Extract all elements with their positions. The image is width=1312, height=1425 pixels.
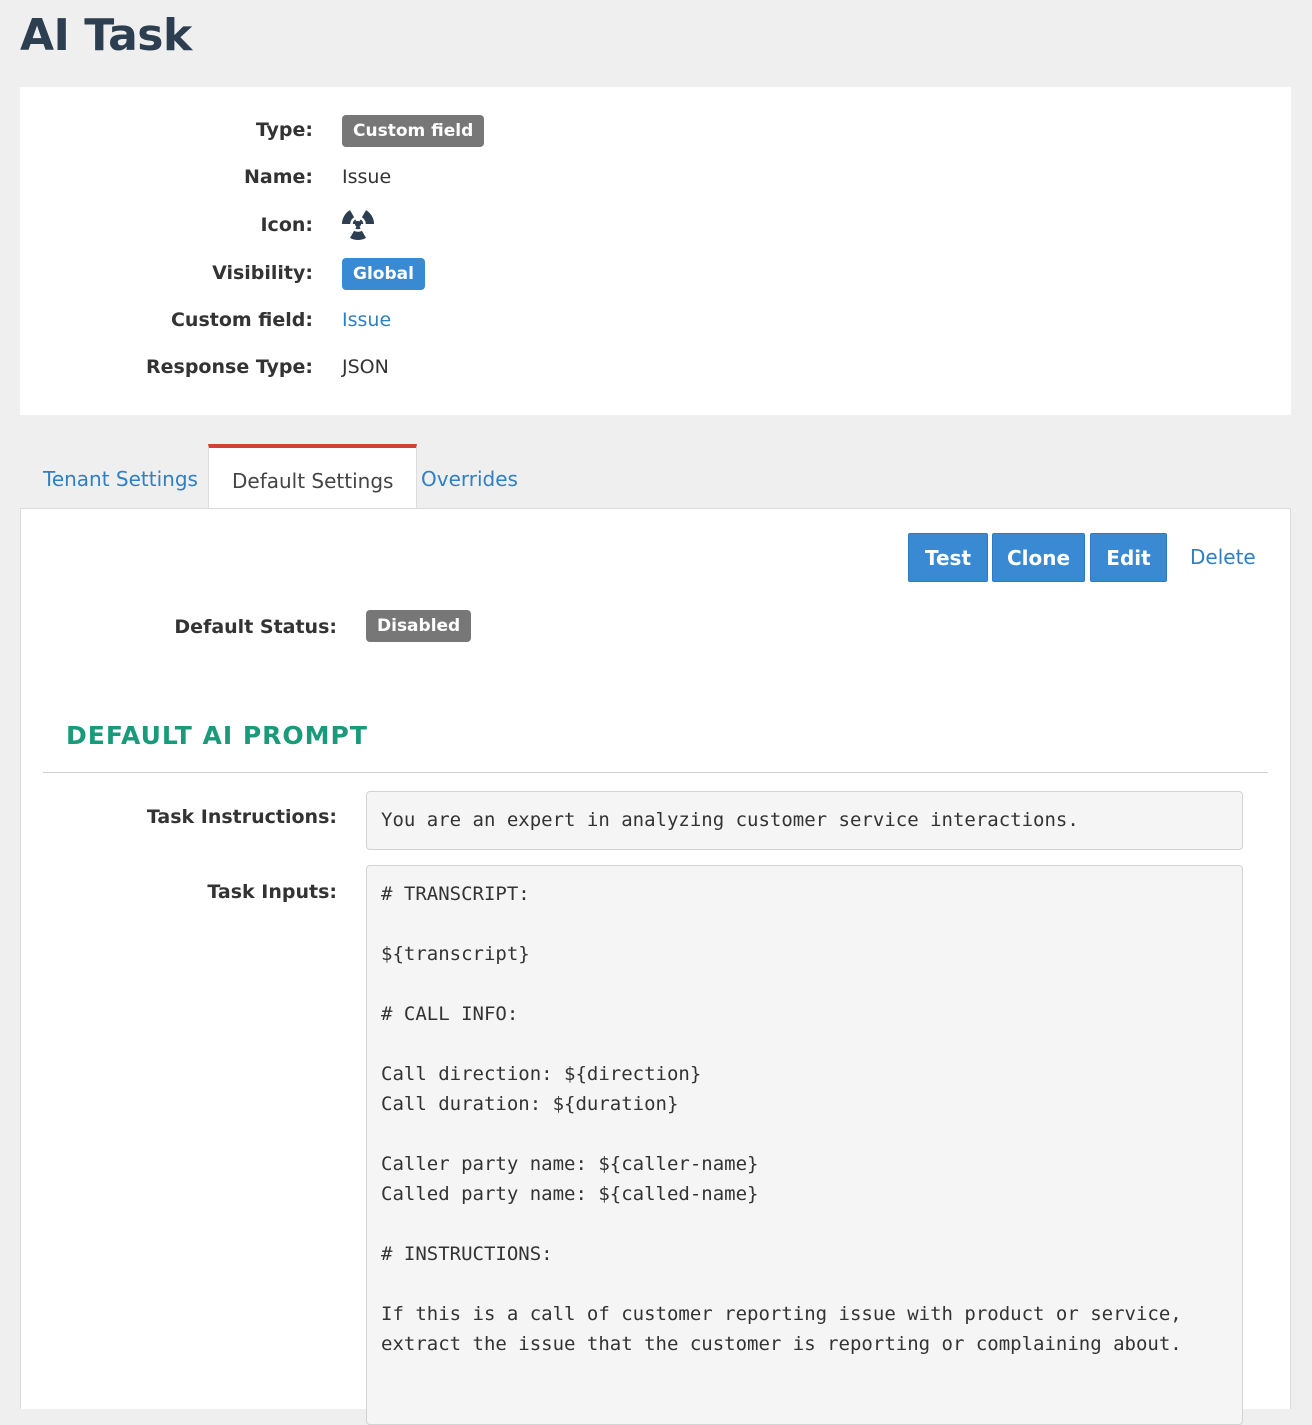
clone-button[interactable]: Clone [992,533,1085,582]
task-inputs-text: # TRANSCRIPT: ${transcript} # CALL INFO: Call direction: ${direction} Call duration: ${duration} Caller party name: ${caller-name} Called party name: ${called-name} # INSTRUCTIONS: If this is a call of customer reporting issue with product or service, extract the issue that the customer is reporting or complaining about. [381,883,1182,1355]
name-label: Name: [243,166,313,188]
type-badge: Custom field [342,115,484,147]
info-row-custom-field [20,300,1291,340]
task-instructions-label: Task Instructions: [146,806,337,828]
info-row-type [20,110,1291,150]
visibility-badge: Global [342,258,425,290]
info-row-name [20,157,1291,197]
info-row-visibility [20,253,1291,293]
task-inputs-label: Task Inputs: [207,881,337,903]
tab-overrides[interactable]: Overrides [421,467,518,491]
section-divider [43,772,1268,773]
custom-field-link[interactable]: Issue [342,309,392,331]
response-type-label: Response Type: [146,356,313,378]
task-info-panel [20,87,1291,415]
delete-link[interactable]: Delete [1190,545,1256,569]
info-row-icon [20,205,1291,245]
icon-label: Icon: [260,214,313,236]
settings-tabs [20,444,1291,509]
task-instructions-text: You are an expert in analyzing customer service interactions. [381,809,1079,831]
visibility-label: Visibility: [212,262,313,284]
section-title: DEFAULT AI PROMPT [66,721,368,750]
test-button[interactable]: Test [908,533,988,582]
info-row-response-type [20,347,1291,387]
task-instructions-box[interactable] [366,791,1243,850]
name-value: Issue [342,166,392,188]
task-inputs-box[interactable] [366,865,1243,1425]
tab-default-settings[interactable]: Default Settings [208,444,417,510]
edit-button[interactable]: Edit [1090,533,1167,582]
response-type-value: JSON [342,356,389,378]
page-title: AI Task [20,10,192,61]
custom-field-label: Custom field: [170,309,313,331]
tab-tenant-settings[interactable]: Tenant Settings [43,467,198,491]
default-status-badge: Disabled [366,610,471,642]
default-status-label: Default Status: [174,616,337,638]
type-label: Type: [255,119,313,141]
default-settings-panel [20,508,1291,1409]
radiation-icon [342,209,374,255]
